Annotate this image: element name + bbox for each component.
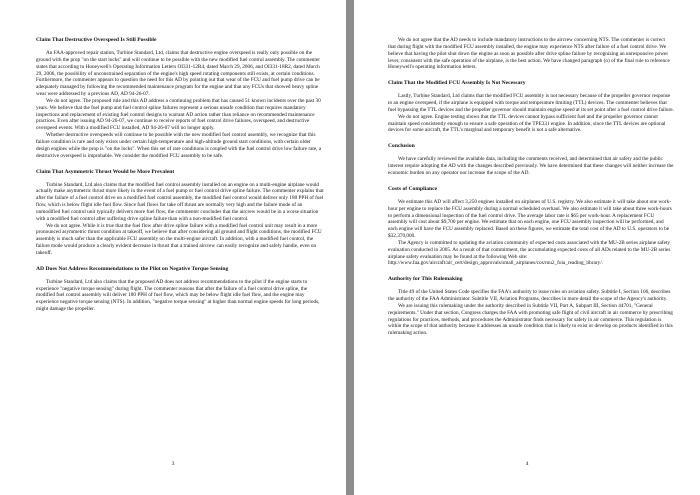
paragraph: Lastly, Turbine Standard, Ltd claims that the modified FCU assembly is not necessary because of the propeller governor response to an engine overspeed, if the airplane is equipped with torque and temperature limiting (TTL) devices. The commenter believes that fuel bypassing the TTL devices and the propeller governor should maintain engine speed at its set point after a fuel control drive failure. [388,93,674,113]
paragraph: We are issuing this rulemaking under the authority described in Subtitle VII, Part A, Subpart III, Section 44701, "General requirements." Under that section, Congress charges the FAA with promoting safe flight of civil aircraft in air commerce by prescribing regulations for practices, methods, and procedures the Administrator finds necessary for safety in air commerce. This regulation is within the scope of that authority because it addresses an unsafe condition that is likely to exist or develop on products identified in this rulemaking action. [388,302,673,337]
paragraph: We do not agree that the AD needs to include mandatory instructions to the aircrew concerning NTS. The commenter is correct that during flight with the modified FCU assembly installed, the engine may experience NTS after failure of a fuel control drive. We believe that having the pilot shut down the engine as soon as possible after drive spline failure by recognizing an unresponsive power lever, consistent with the safe operation of the airplane, is the best action. We have changed paragraph (o) of the final rule to reference Honeywell's operating information letters. [388,37,670,71]
paragraph: An FAA-approved repair station, Turbine Standard, Ltd, claims that destructive engine overspeed is really only possible on the ground with the prop "on the start locks" and will continue to be possible with the new modified fuel control assembly. The commenter states that according to Honeywell's Operating Information Letters OI331-12R4, dated March 29, 2006, and OI331-18R2, dated March 29, 2006, the possibility of unconstrained separation of the engine's high speed rotating components still exists, at certain conditions. Furthermore, the commenter appears to question the need for this AD by pointing out that wear of the FCU and fuel pump drive can be adequately managed by following the recommended maintenance program for the engine and that any FCUs that showed heavy spline wear were addressed by a previous AD, AD 94-26-07. [36,50,320,98]
paragraph: We do not agree. While it is true that the fuel flow after drive spline failure with a modified fuel control unit may result in a more pronounced asymmetric thrust condition at takeoff, we believe that after considering all ground and flight conditions, the modified FCU assembly is much safer than the applicable FCU assembly on the multi-engine aircraft. In addition, with a modified fuel control, the failure mode would produce a clearly evident decrease in thrust that a trained aircrew can easily recognize and safely handle, even on takeoff. [36,222,322,256]
paragraph: We do not agree. Engine testing shows that the TTL devices cannot bypass sufficient fuel and the propeller governor cannot maintain speed consistently enough to ensure a safe operation of the TPE331 engine. In addition, since the TTL devices are optional devices for some aircraft, the TTL's marginal and temporary benefit is not a safe alternative. [388,113,666,134]
section-heading: Conclusion [388,143,415,150]
section-heading: Claim That Destructive Overspeed Is Still Possible [36,37,157,43]
paragraph: Whether destructive overspeeds will continue to be possible with the new modified fuel control assembly, we recognize that this failure condition is rare and only exists under certain high-temperature and high-altitude ground start conditions, with certain older design engines while the prop is "on the locks". When this set of rare conditions is coupled with the fuel control drive low failure rate, a destructive overspeed is improbable. We consider the modified FCU assembly to be safe. [36,132,322,159]
document-page-right [354,0,700,495]
paragraph: Title 49 of the United States Code specifies the FAA's authority to issue rules on aviation safety. Subtitle I, Section 106, describes the authority of the FAA Administrator. Subtitle VII, Aviation Programs, describes in more detail the scope of the Agency's authority. [388,289,671,303]
section-heading: AD Does Not Address Recommendations to the Pilot on Negative Torque Sensing [36,265,229,272]
page-number: 3 [171,461,175,467]
section-heading: Authority for This Rulemaking [388,276,463,283]
paragraph: Turbine Standard, Ltd also claims that the proposed AD does not address recommendations to the pilot if the engine starts to experience "negative torque sensing" during flight. The commenter reasons that after the failure of a fuel control drive spline, the modified fuel control assembly will deliver 180 PPH of fuel flow, which may be below flight idle fuel flow, and the engine may experience negative torque sensing (NTS). In addition, "negative torque sensing" at higher than normal engine speeds for long periods, might damage the propeller. [36,278,320,313]
document-page-left [0,0,346,495]
paragraph: We estimate this AD will affect 3,250 engines installed on airplanes of U.S. registry. We also estimate it will take about one work-hour per engine to replace the FCU assembly during a normal scheduled overhaul. We also estimate it will take about three work-hours to perform a dimensional inspection of the fuel control drive. The average labor rate is $65 per work-hour. A replacement FCU assembly will cost about $9,700 per engine. We estimate that on each engine, one FCU assembly inspection will be performed, and each engine will have the FCU assembly replaced. Based on these figures, we estimate the total cost of the AD to U.S. operators to be $32,370,000. [388,198,672,240]
paragraph: We do not agree. The proposed rule and this AD address a continuing problem that has caused 51 known incidents over the past 30 years. We believe that the fuel pump and fuel control spline failures represent a serious unsafe condition that requires mandatory inspections and replacement of existing fuel control designs to warrant AD action rather than reliance on recommended maintenance practices. Even after issuing AD 94-26-07, we continue to receive reports of fuel control drive failures, overspeed, and destructive overspeed events. With a modified FCU installed, AD 94-26-07 will no longer apply. [36,97,321,132]
section-heading: Claim That Asymmetric Thrust Would be More Prevalent [36,168,175,175]
paragraph: The Agency is committed to updating the aviation community of expected costs associated with the MU-2B series airplane safety evaluation conducted in 2005. As a result of that commitment, the accumulating expected costs of all ADs related to the MU-2B series airplane safety evaluation may be found at the following Web site: [388,239,671,260]
page-number: 4 [525,461,529,467]
web-site-url: http://www.faa.gov/aircraft/air_cert/design_approvals/small_airplanes/cos/mu2_foia_reading_library/. [388,260,603,267]
section-heading: Claim That the Modified FCU Assembly Is Not Necessary [388,80,526,87]
paragraph: Turbine Standard, Ltd also claims that the modified fuel control assembly installed on an engine on a multi-engine airplane would actually make asymmetric thrust more likely in the event of a fuel pump or fuel control drive spline failure. The commenter explains that after the failure of a fuel control drive on a modified fuel control assembly, the modified fuel control would deliver only 180 PPH of fuel flow, which is below flight idle fuel flow. Since fuel flows for take off thrust are normally very high and the failure mode of an unmodified fuel control unit typically delivers more fuel flow, the commenter concludes that the aircrew would be in a worse situation with a modified fuel control after suffering drive spline failure than with a non-modified fuel control. [36,181,324,222]
paragraph: We have carefully reviewed the available data, including the comments received, and determined that air safety and the public interest require adopting the AD with the changes described previously. We have determined that these changes will neither increase the economic burden on any operator nor increase the scope of the AD. [388,156,674,176]
section-heading: Costs of Compliance [388,185,438,192]
